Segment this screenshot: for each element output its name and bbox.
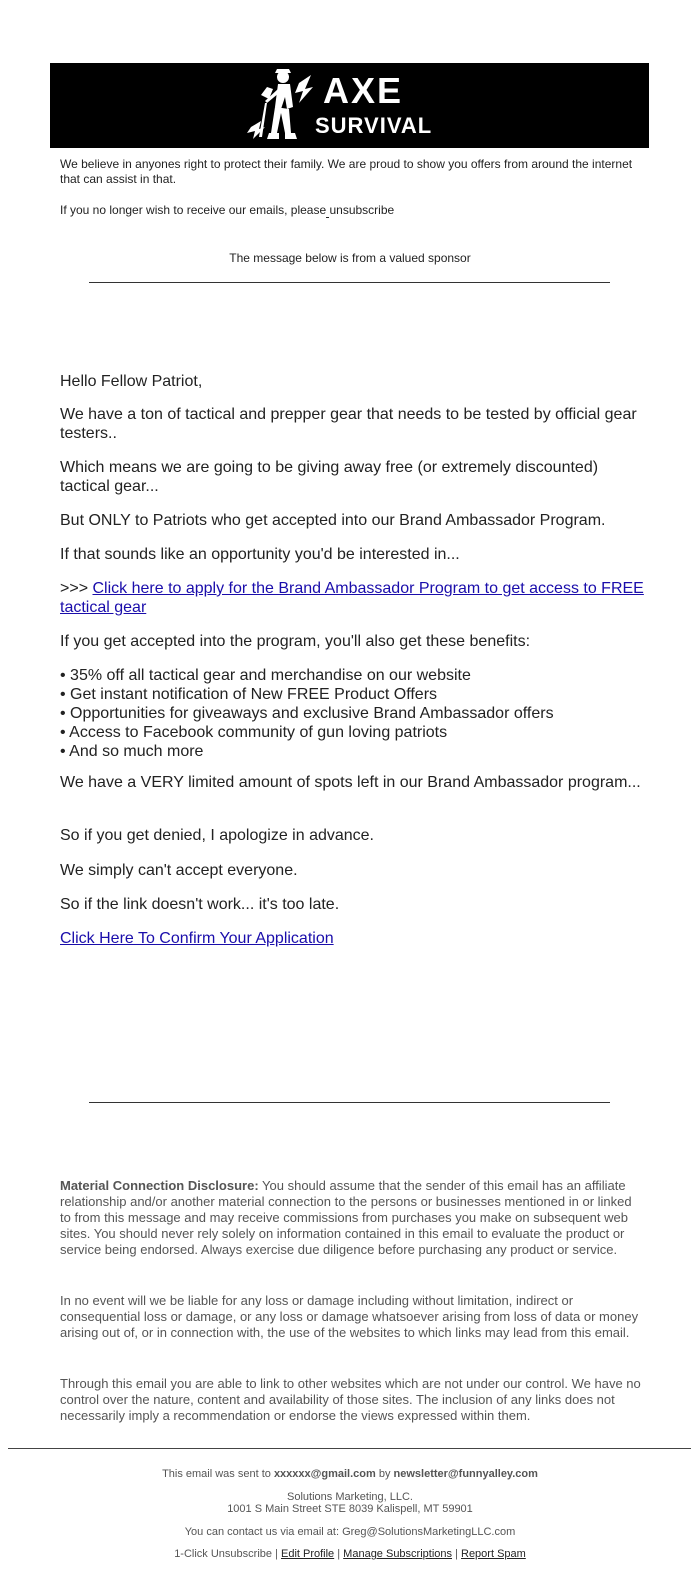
recipient-email: xxxxxx@gmail.com	[273, 1468, 376, 1480]
paragraph-4: If that sounds like an opportunity you'd be interested in...	[60, 546, 460, 563]
separator: |	[334, 1548, 344, 1560]
paragraph-5: If you get accepted into the program, you'll also get these benefits:	[60, 633, 531, 650]
paragraph-9: So if the link doesn't work... it's too late.	[60, 896, 340, 913]
intro-text: We believe in anyones right to protect their family. We are proud to show you offers from around the internet that can assist in that.	[60, 157, 633, 186]
benefit-item: • Get instant notification of New FREE Product Offers	[60, 686, 438, 703]
benefit-item: • Access to Facebook community of gun loving patriots	[60, 724, 448, 741]
paragraph-1: We have a ton of tactical and prepper gear that needs to be tested by official gear testers..	[60, 406, 637, 442]
unsubscribe-link-text[interactable]: unsubscribe	[329, 203, 395, 217]
disclosure-paragraph-2: In no event will we be liable for any loss or damage including without limitation, indirect or consequential loss or damage, or any loss or damage whatsoever arising from loss of data or money arising out of, or in connection with, the use of the websites to which links may lead from this email.	[60, 1293, 639, 1340]
company-name: Solutions Marketing, LLC.	[287, 1491, 413, 1503]
greeting: Hello Fellow Patriot,	[60, 373, 203, 390]
divider-bottom	[89, 1102, 610, 1103]
cta-prefix: >>>	[60, 580, 93, 597]
unsubscribe-line	[60, 203, 645, 218]
paragraph-7: So if you get denied, I apologize in advance.	[60, 827, 374, 844]
disclosure-text-1: You should assume that the sender of this email has an affiliate relationship and/or another material connection to the persons or businesses mentioned in or linked to from this message and may receive commissions from purchases you make on subsequent web sites. You should never rely solely on information contained in this email to evaluate the product or service being endorsed. Always exercise due diligence before purchasing any product or service.	[60, 1178, 632, 1257]
disclosure-paragraph-1	[60, 1178, 645, 1258]
separator: |	[272, 1548, 281, 1560]
separator: |	[452, 1548, 461, 1560]
apply-program-link[interactable]: Click here to apply for the Brand Ambassador Program to get access to FREE tactical gear	[60, 580, 644, 616]
confirm-application-link[interactable]: Click Here To Confirm Your Application	[60, 930, 334, 947]
manage-subscriptions-link[interactable]: Manage Subscriptions	[343, 1548, 453, 1560]
logo-wordmark-axe: AXE	[323, 70, 404, 111]
one-click-unsubscribe[interactable]: 1-Click Unsubscribe	[174, 1548, 272, 1560]
confirm-paragraph	[60, 929, 645, 948]
footer-links	[0, 1548, 700, 1561]
disclosure-paragraph-3: Through this email you are able to link to other websites which are not under our control. We have no control over the nature, content and availability of those sites. The inclusion of any links does not necessarily imply a recommendation or endorse the views expressed within them.	[60, 1376, 641, 1423]
benefit-item: • Opportunities for giveaways and exclusive Brand Ambassador offers	[60, 705, 554, 722]
header-banner	[50, 63, 649, 148]
edit-profile-link[interactable]: Edit Profile	[280, 1548, 335, 1560]
sent-to-line	[0, 1468, 700, 1481]
benefit-item: • And so much more	[60, 743, 204, 760]
benefits-list	[60, 666, 645, 761]
sent-by: by	[375, 1468, 394, 1480]
sender-email: newsletter@funnyalley.com	[393, 1468, 538, 1480]
paragraph-2: Which means we are going to be giving away free (or extremely discounted) tactical gear...	[60, 459, 599, 495]
benefit-item: • 35% off all tactical gear and merchandise on our website	[60, 667, 471, 684]
paragraph-3: But ONLY to Patriots who get accepted into our Brand Ambassador Program.	[60, 512, 606, 529]
cta-paragraph	[60, 579, 645, 617]
sponsor-note: The message below is from a valued sponsor	[229, 251, 471, 265]
disclosure-title: Material Connection Disclosure:	[60, 1178, 259, 1193]
company-address: 1001 S Main Street STE 8039 Kalispell, MT 59901	[227, 1503, 473, 1515]
paragraph-8: We simply can't accept everyone.	[60, 862, 298, 879]
logo-wordmark-survival: SURVIVAL	[315, 113, 433, 138]
unsubscribe-prefix: If you no longer wish to receive our emails, please	[60, 203, 327, 217]
paragraph-6: We have a VERY limited amount of spots left in our Brand Ambassador program...	[60, 774, 641, 791]
divider-top	[89, 282, 610, 283]
survivalist-figure-icon	[245, 67, 315, 147]
brand-logo[interactable]	[245, 67, 455, 147]
footer-divider	[8, 1448, 691, 1449]
report-spam-link[interactable]: Report Spam	[461, 1548, 526, 1560]
sent-prefix: This email was sent to	[162, 1468, 274, 1480]
contact-line: You can contact us via email at: Greg@SolutionsMarketingLLC.com	[184, 1526, 516, 1538]
